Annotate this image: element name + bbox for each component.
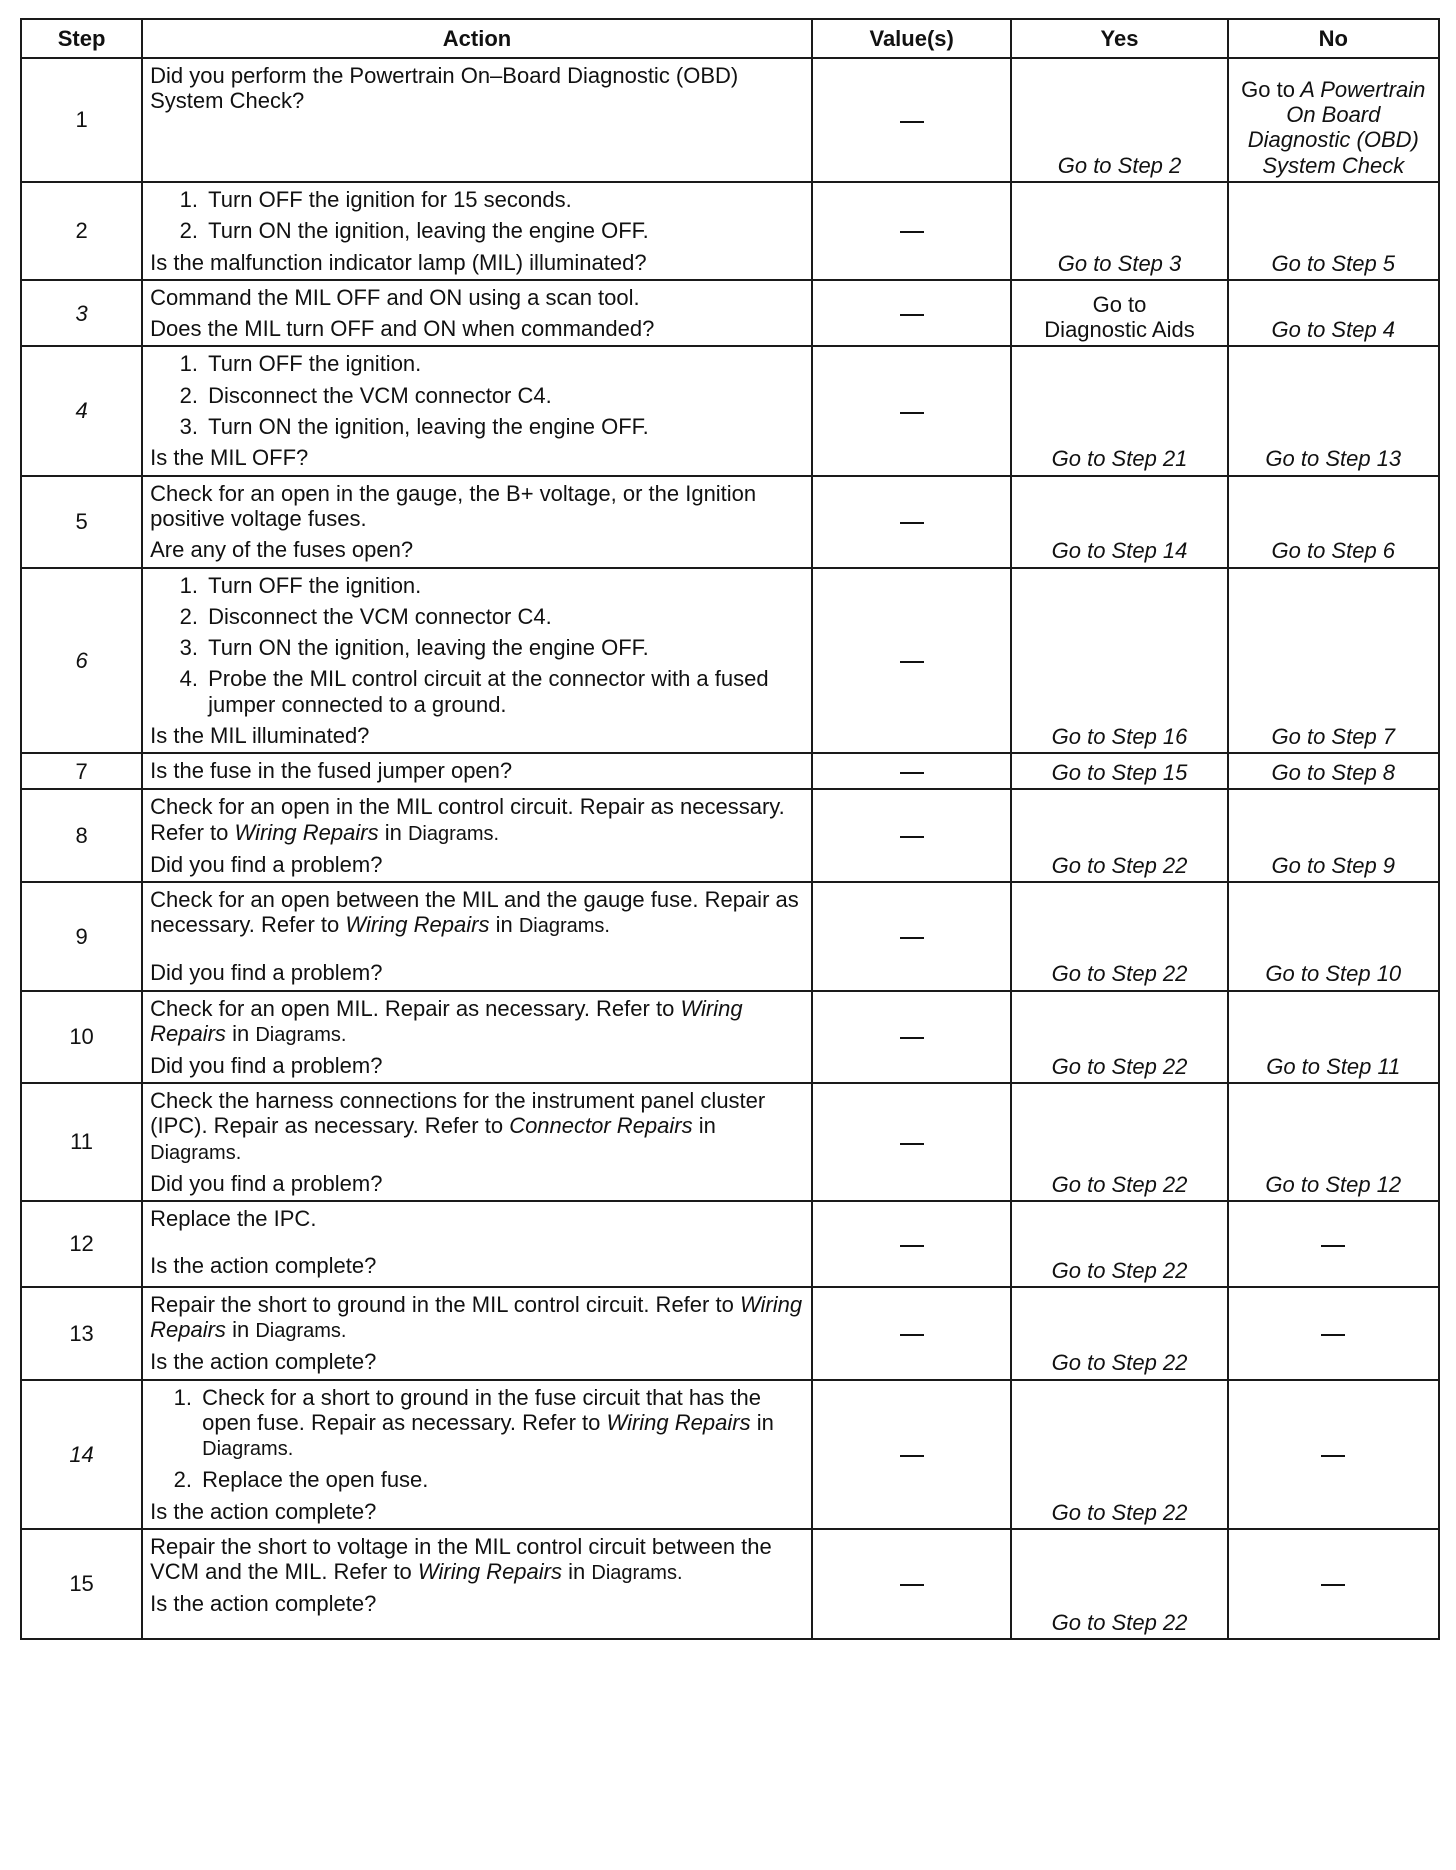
table-row (21, 1287, 1439, 1380)
no-cell: Go to Step 10 (1228, 882, 1439, 991)
action-cell (142, 280, 812, 347)
yes-cell: Go to Step 22 (1011, 882, 1227, 991)
no-cell (1228, 58, 1439, 182)
no-cell: Go to Step 12 (1228, 1083, 1439, 1201)
value-cell (812, 476, 1012, 568)
table-row (21, 58, 1439, 182)
no-cell (1228, 1287, 1439, 1380)
no-cell: Go to Step 4 (1228, 280, 1439, 347)
step-number: 4 (21, 346, 142, 475)
dash-mark (900, 1584, 924, 1586)
list-item: 1. Turn OFF the ignition for 15 seconds. (204, 187, 803, 212)
action-question: Did you find a problem? (150, 1052, 383, 1078)
action-text: Command the MIL OFF and ON using a scan tool. (150, 284, 640, 310)
dash-mark (900, 412, 924, 414)
step-number: 11 (21, 1083, 142, 1201)
value-cell (812, 753, 1012, 789)
dash-mark (1321, 1245, 1345, 1247)
action-cell (142, 476, 812, 568)
no-cell: Go to Step 13 (1228, 346, 1439, 475)
action-cell (142, 1201, 812, 1287)
yes-cell: Go to Step 16 (1011, 568, 1227, 754)
action-question: Does the MIL turn OFF and ON when commanded? (150, 316, 655, 342)
dash-mark (900, 1143, 924, 1145)
yes-cell: Go to Step 3 (1011, 182, 1227, 280)
table-row (21, 182, 1439, 280)
action-text: Repair the short to ground in the MIL control circuit. Refer to Wiring Repairs in Diagrams. (150, 1292, 803, 1343)
value-cell (812, 1083, 1012, 1201)
value-cell (812, 1380, 1012, 1529)
no-cell: Go to Step 9 (1228, 789, 1439, 882)
yes-cell: Go to Step 15 (1011, 753, 1227, 789)
step-number: 5 (21, 476, 142, 568)
table-row (21, 882, 1439, 991)
value-cell (812, 882, 1012, 991)
header-values: Value(s) (812, 19, 1012, 58)
step-number: 14 (21, 1380, 142, 1529)
table-row (21, 1380, 1439, 1529)
dash-mark (900, 836, 924, 838)
action-text: Check for an open MIL. Repair as necessary. Refer to Wiring Repairs in Diagrams. (150, 995, 743, 1046)
action-list (150, 187, 803, 244)
yes-cell: Go to Step 14 (1011, 476, 1227, 568)
dash-mark (1321, 1584, 1345, 1586)
diagnostic-table (20, 18, 1440, 1640)
action-text: Repair the short to voltage in the MIL control circuit between the VCM and the MIL. Refer to Wiring Repairs in Diagrams. (150, 1533, 772, 1585)
action-question: Is the fuse in the fused jumper open? (150, 758, 513, 784)
dash-mark (900, 314, 924, 316)
yes-line-2: Diagnostic Aids (1044, 317, 1195, 343)
value-cell (812, 1287, 1012, 1380)
no-reference: Go to A Powertrain On Board Diagnostic (OBD) System Check (1241, 76, 1426, 178)
list-item: 2. Replace the open fuse. (198, 1467, 803, 1492)
action-question: Is the action complete? (150, 1591, 377, 1617)
list-item: 4. Probe the MIL control circuit at the connector with a fused jumper connected to a ground. (204, 666, 803, 717)
table-row (21, 1529, 1439, 1639)
table-row (21, 346, 1439, 475)
step-number: 10 (21, 991, 142, 1084)
wiring-repairs-ref: Wiring Repairs (234, 819, 379, 845)
dash-mark (900, 231, 924, 233)
no-cell: Go to Step 11 (1228, 991, 1439, 1084)
header-step: Step (21, 19, 142, 58)
step-number: 8 (21, 789, 142, 882)
yes-cell: Go to Step 22 (1011, 1287, 1227, 1380)
connector-repairs-ref: Connector Repairs (509, 1113, 693, 1139)
table-row (21, 1083, 1439, 1201)
dash-mark (900, 772, 924, 774)
step-number: 1 (21, 58, 142, 182)
dash-mark (900, 1455, 924, 1457)
dash-mark (900, 1037, 924, 1039)
list-item: 1. Turn OFF the ignition. (204, 573, 803, 598)
value-cell (812, 346, 1012, 475)
table-row (21, 789, 1439, 882)
wiring-repairs-ref: Wiring Repairs (606, 1409, 751, 1435)
action-cell (142, 882, 812, 991)
table-row (21, 568, 1439, 754)
action-cell (142, 1083, 812, 1201)
value-cell (812, 280, 1012, 347)
step-number: 12 (21, 1201, 142, 1287)
action-cell (142, 1380, 812, 1529)
no-cell (1228, 1529, 1439, 1639)
action-question: Is the malfunction indicator lamp (MIL) illuminated? (150, 249, 647, 275)
dash-mark (900, 661, 924, 663)
value-cell (812, 789, 1012, 882)
action-question: Is the action complete? (150, 1349, 377, 1375)
yes-cell: Go to Step 22 (1011, 1380, 1227, 1529)
action-text: Did you perform the Powertrain On–Board Diagnostic (OBD) System Check? (150, 63, 739, 114)
action-text: Check for an open in the gauge, the B+ voltage, or the Ignition positive voltage fuses. (150, 480, 757, 531)
step-number: 7 (21, 753, 142, 789)
action-question: Did you find a problem? (150, 1170, 383, 1196)
no-cell (1228, 1380, 1439, 1529)
dash-mark (900, 937, 924, 939)
action-text: Check for an open between the MIL and the gauge fuse. Repair as necessary. Refer to Wiring Repairs in Diagrams. (150, 886, 799, 938)
action-list (150, 573, 803, 717)
no-cell: Go to Step 5 (1228, 182, 1439, 280)
step-number: 15 (21, 1529, 142, 1639)
action-cell (142, 182, 812, 280)
yes-cell: Go to Step 2 (1011, 58, 1227, 182)
value-cell (812, 568, 1012, 754)
wiring-repairs-ref: Wiring Repairs (150, 1292, 803, 1343)
action-list (150, 1385, 803, 1493)
action-question: Is the MIL OFF? (150, 445, 309, 471)
action-cell (142, 346, 812, 475)
yes-cell: Go to Step 22 (1011, 789, 1227, 882)
action-cell (142, 1287, 812, 1380)
value-cell (812, 991, 1012, 1084)
table-row (21, 280, 1439, 347)
action-question: Are any of the fuses open? (150, 537, 414, 563)
step-number: 6 (21, 568, 142, 754)
yes-cell: Go to Step 22 (1011, 1529, 1227, 1639)
header-no: No (1228, 19, 1439, 58)
yes-line-1: Go to (1092, 291, 1147, 317)
action-cell (142, 568, 812, 754)
list-item: 2. Disconnect the VCM connector C4. (204, 383, 803, 408)
yes-cell: Go to Step 22 (1011, 991, 1227, 1084)
no-cell: Go to Step 6 (1228, 476, 1439, 568)
action-cell (142, 1529, 812, 1639)
dash-mark (1321, 1334, 1345, 1336)
list-item: 2. Turn ON the ignition, leaving the engine OFF. (204, 218, 803, 243)
step-number: 2 (21, 182, 142, 280)
value-cell (812, 58, 1012, 182)
table-row (21, 753, 1439, 789)
value-cell (812, 1529, 1012, 1639)
list-item: 1. Turn OFF the ignition. (204, 351, 803, 376)
step-number: 13 (21, 1287, 142, 1380)
action-question: Did you find a problem? (150, 960, 383, 986)
action-list (150, 351, 803, 439)
action-cell (142, 789, 812, 882)
dash-mark (900, 1334, 924, 1336)
wiring-repairs-ref: Wiring Repairs (345, 912, 490, 938)
list-item: 2. Disconnect the VCM connector C4. (204, 604, 803, 629)
dash-mark (900, 1245, 924, 1247)
action-question: Did you find a problem? (150, 851, 383, 877)
no-cell: Go to Step 8 (1228, 753, 1439, 789)
list-item: 3. Turn ON the ignition, leaving the engine OFF. (204, 635, 803, 660)
wiring-repairs-ref: Wiring Repairs (150, 995, 743, 1046)
list-item: 1. Check for a short to ground in the fuse circuit that has the open fuse. Repair as necessary. Refer to Wiring Repairs in Diagrams. (198, 1385, 803, 1462)
step-number: 3 (21, 280, 142, 347)
action-question: Is the MIL illuminated? (150, 723, 370, 749)
table-row (21, 1201, 1439, 1287)
value-cell (812, 182, 1012, 280)
action-cell (142, 753, 812, 789)
action-text: Check the harness connections for the instrument panel cluster (IPC). Repair as necessary. Refer to Connector Repairs in Diagrams. (150, 1088, 766, 1164)
yes-cell: Go to Step 22 (1011, 1201, 1227, 1287)
header-row (21, 19, 1439, 58)
list-item: 3. Turn ON the ignition, leaving the engine OFF. (204, 414, 803, 439)
header-yes: Yes (1011, 19, 1227, 58)
value-cell (812, 1201, 1012, 1287)
dash-mark (900, 121, 924, 123)
yes-cell: Go to Step 22 (1011, 1083, 1227, 1201)
action-cell (142, 991, 812, 1084)
yes-cell: Go to Step 21 (1011, 346, 1227, 475)
dash-mark (900, 522, 924, 524)
table-row (21, 991, 1439, 1084)
action-text: Check for an open in the MIL control circuit. Repair as necessary. Refer to Wiring Repairs in Diagrams. (150, 794, 785, 845)
yes-cell (1011, 280, 1227, 347)
header-action: Action (142, 19, 812, 58)
no-cell (1228, 1201, 1439, 1287)
action-cell (142, 58, 812, 182)
action-question: Is the action complete? (150, 1498, 377, 1524)
action-text: Replace the IPC. (150, 1206, 317, 1232)
dash-mark (1321, 1455, 1345, 1457)
action-question: Is the action complete? (150, 1253, 377, 1279)
wiring-repairs-ref: Wiring Repairs (417, 1559, 562, 1585)
table-row (21, 476, 1439, 568)
step-number: 9 (21, 882, 142, 991)
no-cell: Go to Step 7 (1228, 568, 1439, 754)
